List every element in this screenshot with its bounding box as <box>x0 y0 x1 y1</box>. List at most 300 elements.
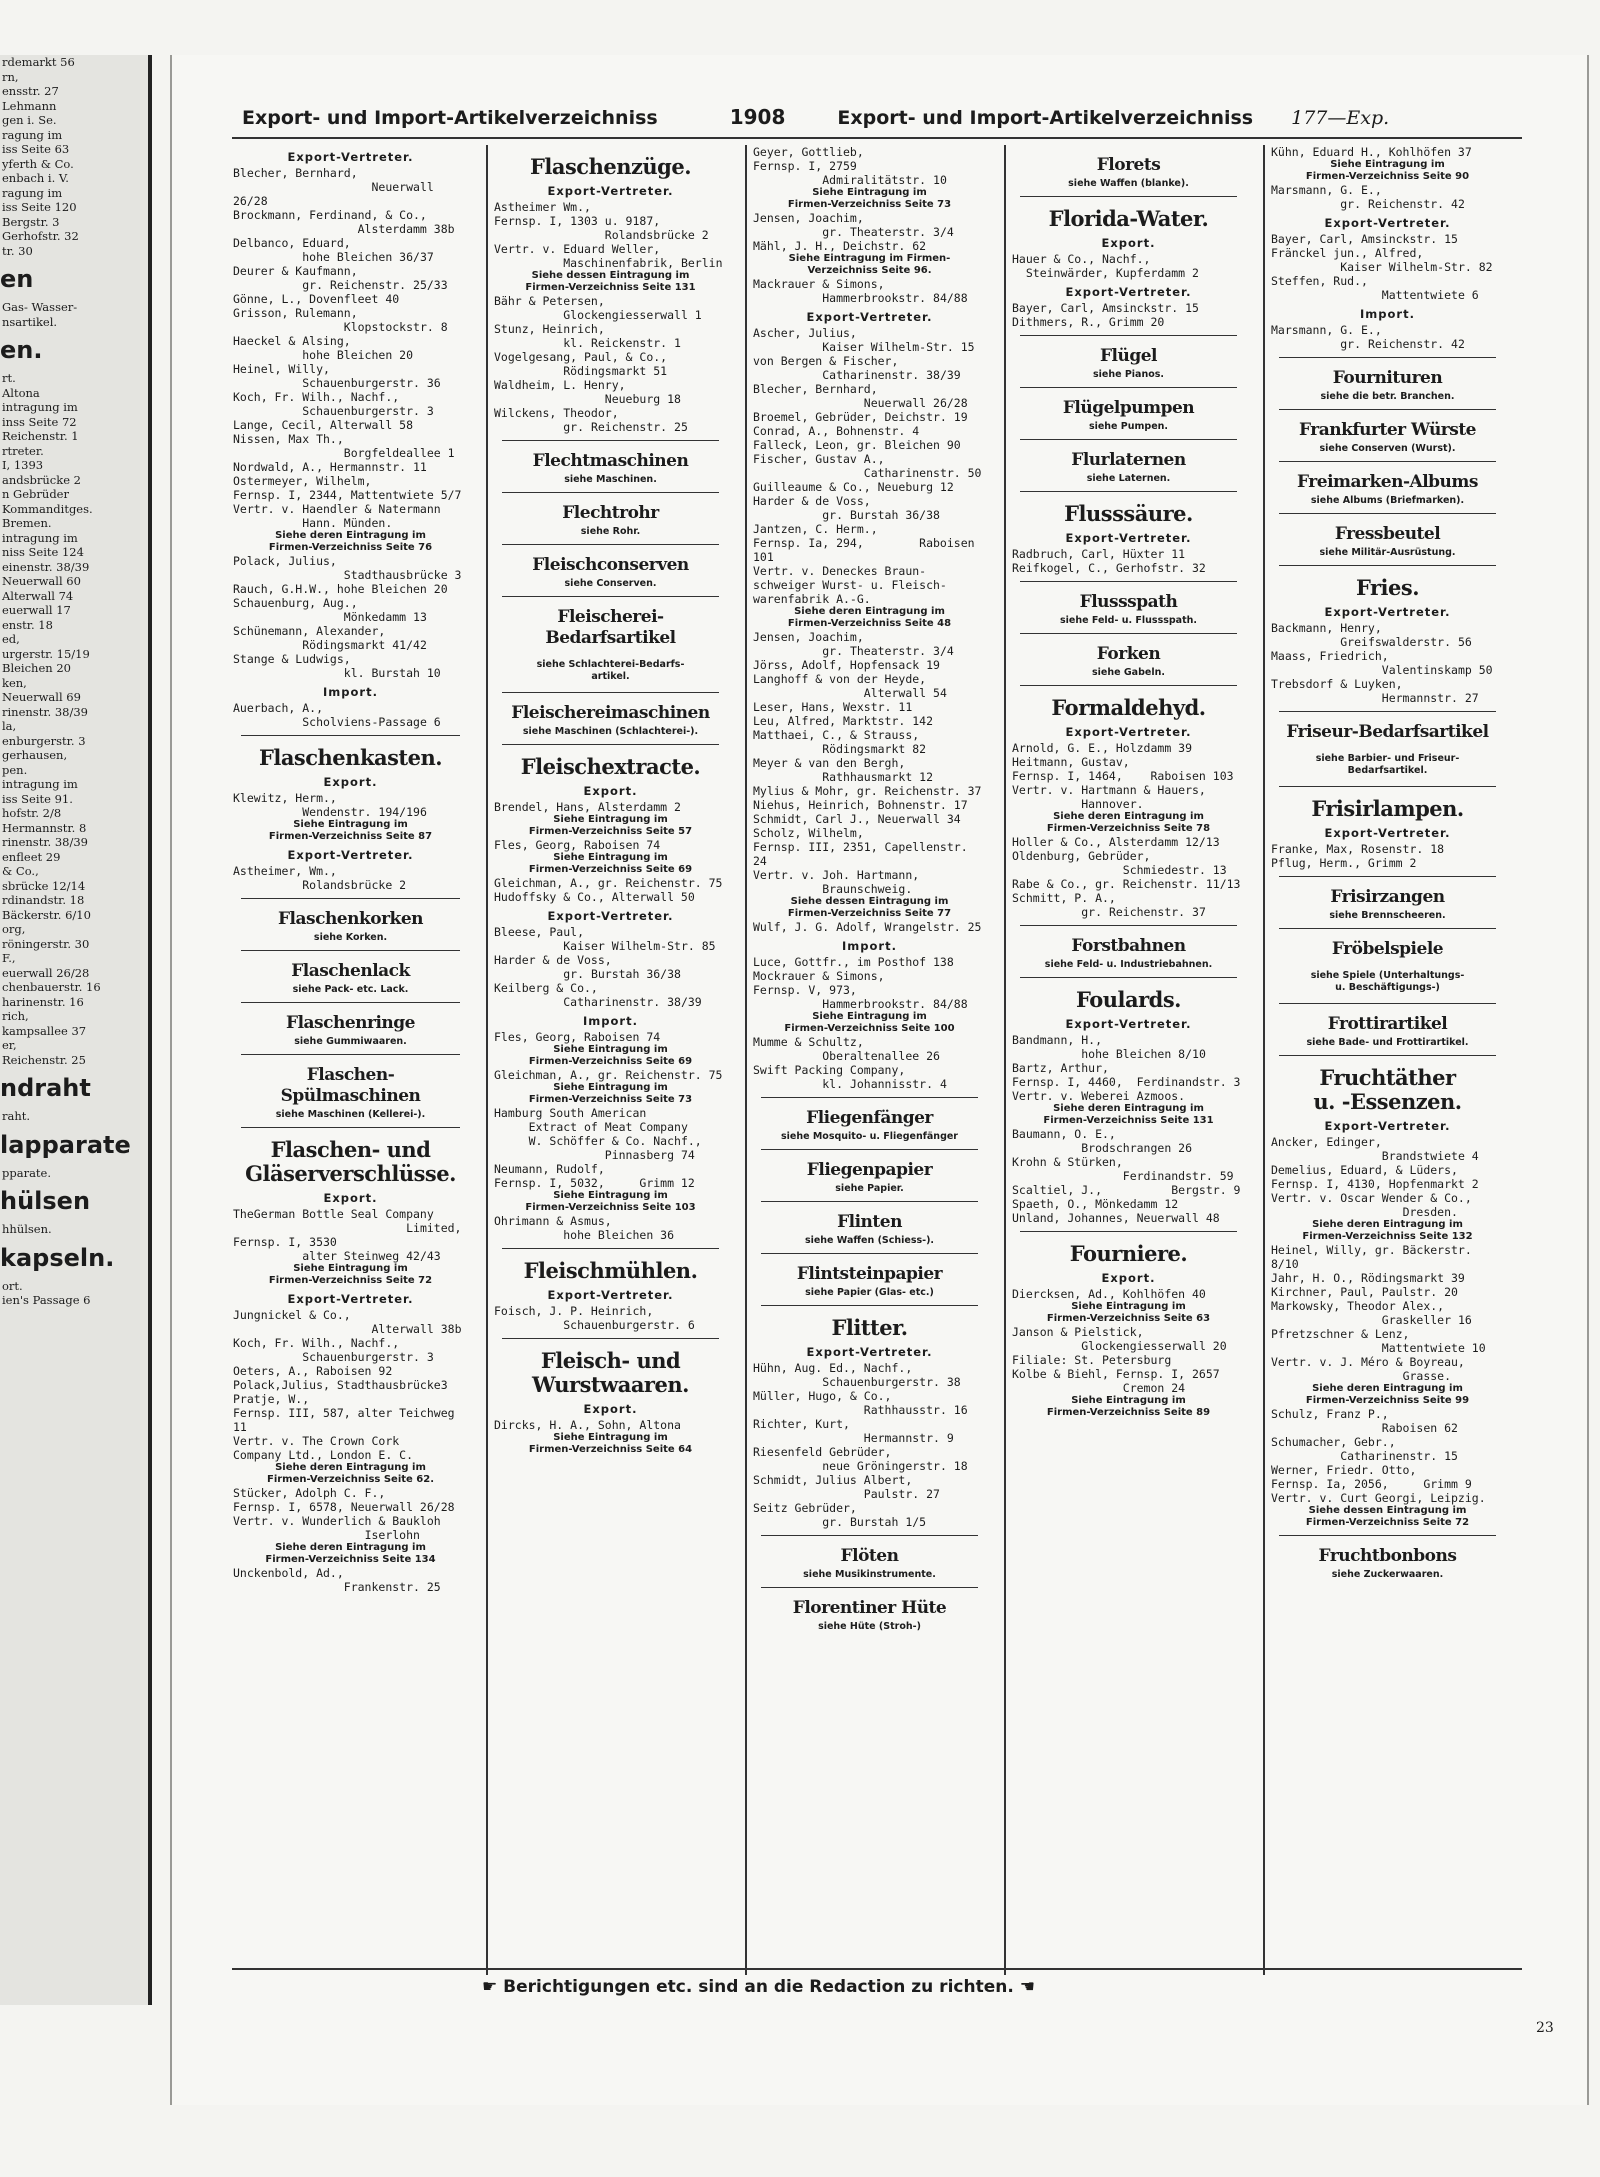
category-heading: Flechtmaschinen <box>532 451 689 471</box>
fragment-line: gen i. Se. <box>2 113 57 127</box>
category-heading: Flaschen- Spülmaschinen <box>280 1065 421 1106</box>
cross-reference: siehe Conserven. <box>564 578 657 589</box>
category-heading: Fries. <box>1355 575 1420 600</box>
entry-note: Siehe Eintragung im Firmen-Verzeichniss Seite 87 <box>268 819 433 842</box>
divider <box>1020 977 1237 978</box>
entry-note: Siehe Eintragung im Firmen-Verzeichniss Seite 73 <box>787 187 952 210</box>
fragment-line: iss Seite 120 <box>2 200 77 214</box>
entry-note: Siehe dessen Eintragung im Firmen-Verzeichniss Seite 131 <box>525 270 696 293</box>
fragment-line: hhülsen. <box>2 1222 52 1236</box>
fragment-line: rtreter. <box>2 443 44 458</box>
divider <box>1279 513 1496 514</box>
fragment-lines-d <box>0 1109 148 1124</box>
section-label: Export. <box>1101 236 1156 250</box>
category-heading: Flitter. <box>831 1315 908 1340</box>
fragment-line: andsbrücke 2 <box>2 472 81 487</box>
category-heading: Frisirzangen <box>1330 887 1445 907</box>
header-page-ref: 177—Exp. <box>1291 107 1390 129</box>
entry-note: Siehe deren Eintragung im Firmen-Verzeichniss Seite 132 <box>1302 1219 1473 1242</box>
cross-reference: siehe die betr. Branchen. <box>1320 391 1455 402</box>
section-label: Export-Vertreter. <box>1065 285 1192 299</box>
category-heading: Flaschenzüge. <box>529 154 692 179</box>
category-heading: Fleischextracte. <box>520 754 701 779</box>
entry-block: Backmann, Henry, Greifswalderstr. 56 Maass, Friedrich, Valentinskamp 50 Trebsdorf & Luyken, Hermannstr. 27 <box>1271 621 1493 705</box>
divider <box>761 1149 978 1150</box>
column-4 <box>1004 145 1251 1975</box>
category-heading: Florets <box>1096 155 1161 175</box>
cross-reference: siehe Militär-Ausrüstung. <box>1319 547 1456 558</box>
entry-block: Polack, Julius, Stadthausbrücke 3 Rauch, G.H.W., hohe Bleichen 20 Schauenburg, Aug., Mönkedamm 13 Schünemann, Alexander, Rödingsmarkt 41/42 Stange & Ludwigs, kl. Burstah 10 <box>233 554 462 680</box>
section-label: Import. <box>583 1014 638 1028</box>
fragment-line: iss Seite 91. <box>2 791 73 806</box>
fragment-lines-e <box>0 1166 148 1181</box>
category-heading: Fournituren <box>1332 368 1443 388</box>
divider <box>1279 928 1496 929</box>
category-heading: Fourniere. <box>1069 1241 1188 1266</box>
section-label: Export-Vertreter. <box>1324 1119 1451 1133</box>
divider <box>502 692 719 693</box>
section-label: Export-Vertreter. <box>806 1345 933 1359</box>
fragment-line: rn, <box>2 69 19 84</box>
cross-reference: siehe Feld- u. Flussspath. <box>1060 615 1197 626</box>
entry-block: Fles, Georg, Raboisen 74 <box>494 1030 661 1044</box>
divider <box>761 1587 978 1588</box>
category-heading: Fleischconserven <box>532 555 689 575</box>
cross-reference: siehe Waffen (blanke). <box>1068 178 1189 189</box>
cross-reference: siehe Mosquito- u. Fliegenfänger <box>780 1131 958 1142</box>
category-heading: Flöten <box>840 1546 899 1566</box>
section-label: Import. <box>323 685 378 699</box>
category-heading: Flussspath <box>1079 592 1178 612</box>
entry-block: Bähr & Petersen, Glockengiesserwall 1 Stunz, Heinrich, kl. Reickenstr. 1 Vogelgesang, Paul, & Co., Rödingsmarkt 51 Waldheim, L. Henry, Neueburg 18 Wilckens, Theodor, gr. Reichenstr. 25 <box>494 294 702 434</box>
entry-block: Bayer, Carl, Amsinckstr. 15 Dithmers, R., Grimm 20 <box>1012 301 1199 329</box>
cross-reference: siehe Rohr. <box>580 526 641 537</box>
fragment-line: Bleichen 20 <box>2 661 71 675</box>
footer-text: Berichtigungen etc. sind an die Redaction zu richten. <box>503 1977 1014 1997</box>
cross-reference: siehe Pack- etc. Lack. <box>292 984 409 995</box>
section-label: Export-Vertreter. <box>547 909 674 923</box>
entry-note: Siehe Eintragung im Firmen-Verzeichniss Seite 64 <box>528 1432 693 1455</box>
fragment-lines-a <box>0 55 148 258</box>
divider <box>241 1127 460 1128</box>
category-heading: Flechtrohr <box>562 503 659 523</box>
cross-reference: siehe Barbier- und Friseur- Bedarfsartikel. <box>1315 752 1460 776</box>
fragment-line: Gerhofstr. 32 <box>2 229 79 243</box>
header-rule <box>232 137 1522 139</box>
divider <box>761 1253 978 1254</box>
category-heading: Fleischerei- Bedarfsartikel <box>545 607 676 648</box>
divider <box>761 1097 978 1098</box>
fragment-line: I, 1393 <box>2 458 44 472</box>
divider <box>1020 491 1237 492</box>
category-heading: Flaschenkasten. <box>258 745 443 770</box>
fragment-line: rinenstr. 38/39 <box>2 835 89 849</box>
divider <box>1279 1535 1496 1536</box>
divider <box>241 950 460 951</box>
entry-block: Bleese, Paul, Kaiser Wilhelm-Str. 85 Harder & de Voss, gr. Burstah 36/38 Keilberg & Co., Catharinenstr. 38/39 <box>494 925 716 1009</box>
entry-note: Siehe Eintragung im Firmen-Verzeichniss Seite 73 <box>528 1082 693 1105</box>
divider <box>1020 685 1237 686</box>
fragment-line: n Gebrüder <box>2 487 69 501</box>
fragment-line: Lehmann <box>2 98 57 113</box>
cross-reference: siehe Feld- u. Industriebahnen. <box>1044 959 1213 970</box>
divider <box>1279 786 1496 787</box>
divider <box>761 1305 978 1306</box>
divider <box>1020 439 1237 440</box>
divider <box>1020 1231 1237 1232</box>
entry-note: Siehe Eintragung im Firmen- Verzeichniss Seite 96. <box>788 253 951 276</box>
fragment-line: gerhausen, <box>2 748 68 762</box>
cross-reference: siehe Maschinen. <box>564 474 657 485</box>
entry-block: Hamburg South American Extract of Meat Company W. Schöffer & Co. Nachf., Pinnasberg 74 Neumann, Rudolf, Fernsp. I, 5032, Grimm 12 <box>494 1106 702 1190</box>
cross-reference: siehe Brennscheeren. <box>1329 910 1446 921</box>
entry-block: Heinel, Willy, gr. Bäckerstr. 8/10 Jahr, H. O., Rödingsmarkt 39 Kirchner, Paul, Paulstr. 20 Markowsky, Theodor Alex., Graskeller 16 Pfretzschner & Lenz, Mattentwiete 10 Vertr. v. J. Méro & Boyreau, Grasse. <box>1271 1243 1486 1383</box>
entry-block: Marsmann, G. E., gr. Reichenstr. 42 <box>1271 183 1465 211</box>
fragment-line: iss Seite 63 <box>2 142 70 156</box>
fragment-line: rich, <box>2 1009 29 1023</box>
fragment-line: rdemarkt 56 <box>2 55 75 69</box>
fragment-line: rinenstr. 38/39 <box>2 704 89 719</box>
entry-block: Luce, Gottfr., im Posthof 138 Mockrauer & Simons, Fernsp. V, 973, Hammerbrookstr. 84/88 <box>753 955 968 1011</box>
fragment-line: Altona <box>2 385 40 400</box>
adjacent-page-fragment <box>0 55 152 2005</box>
entry-note: Siehe dessen Eintragung im Firmen-Verzeichniss Seite 72 <box>1305 1505 1470 1528</box>
cross-reference: siehe Musikinstrumente. <box>803 1569 936 1580</box>
cross-reference: siehe Papier (Glas- etc.) <box>805 1287 934 1298</box>
fragment-line: Reichenstr. 25 <box>2 1052 86 1067</box>
entry-note: Siehe Eintragung im Firmen-Verzeichniss Seite 89 <box>1046 1395 1211 1418</box>
cross-reference: siehe Hüte (Stroh-) <box>818 1621 921 1632</box>
category-heading: Fruchtbonbons <box>1318 1546 1457 1566</box>
fragment-line: urgerstr. 15/19 <box>2 646 90 661</box>
cross-reference: siehe Gummiwaaren. <box>294 1036 407 1047</box>
fragment-line: hofstr. 2/8 <box>2 806 62 820</box>
pointing-hand-icon: ☛ <box>482 1977 498 1997</box>
fragment-heading: en. <box>0 336 43 364</box>
fragment-line: chenbauerstr. 16 <box>2 980 101 994</box>
entry-block: Franke, Max, Rosenstr. 18 Pflug, Herm., Grimm 2 <box>1271 842 1445 870</box>
entry-block: Holler & Co., Alsterdamm 12/13 Oldenburg, Gebrüder, Schmiedestr. 13 Rabe & Co., gr. Reichenstr. 11/13 Schmitt, P. A., gr. Reichenstr. 37 <box>1012 835 1241 919</box>
entry-block: Bandmann, H., hohe Bleichen 8/10 Bartz, Arthur, Fernsp. I, 4460, Ferdinandstr. 3 Vertr. v. Weberei Azmoos. <box>1012 1033 1241 1103</box>
fragment-line: kampsallee 37 <box>2 1023 87 1038</box>
fragment-line: einenstr. 38/39 <box>2 559 90 574</box>
fragment-line: euerwall 17 <box>2 603 71 617</box>
columns <box>227 145 1525 1975</box>
fragment-line: Bergstr. 3 <box>2 214 60 229</box>
category-heading: Flaschenlack <box>291 961 410 981</box>
section-label: Export-Vertreter. <box>287 848 414 862</box>
category-heading: Fliegenpapier <box>806 1160 933 1180</box>
divider <box>1020 925 1237 926</box>
fragment-line: ragung im <box>2 127 63 142</box>
divider <box>1279 409 1496 410</box>
divider <box>1020 387 1237 388</box>
entry-note: Siehe dessen Eintragung im Firmen-Verzeichniss Seite 77 <box>787 896 952 919</box>
section-label: Export-Vertreter. <box>1065 1017 1192 1031</box>
directory-page <box>170 55 1589 2105</box>
divider <box>1279 461 1496 462</box>
fragment-lines-f <box>0 1222 148 1237</box>
category-heading: Frottirartikel <box>1327 1014 1448 1034</box>
fragment-line: Gas- Wasser- <box>2 300 78 314</box>
section-label: Export. <box>583 1402 638 1416</box>
category-heading: Flinten <box>837 1212 902 1232</box>
divider <box>1279 565 1496 566</box>
footer-rule <box>232 1968 1522 1970</box>
fragment-line: rdinandstr. 18 <box>2 893 85 907</box>
entry-note: Siehe Eintragung im Firmen-Verzeichniss Seite 63 <box>1046 1301 1211 1324</box>
section-label: Import. <box>1360 307 1415 321</box>
section-label: Export-Vertreter. <box>1324 216 1451 230</box>
divider <box>502 744 719 745</box>
entry-note: Siehe Eintragung im Firmen-Verzeichniss Seite 69 <box>528 852 693 875</box>
fragment-line: org, <box>2 922 26 936</box>
entry-block: Ascher, Julius, Kaiser Wilhelm-Str. 15 von Bergen & Fischer, Catharinenstr. 38/39 Blecher, Bernhard, Neuerwall 26/28 Broemel, Gebrüder, Deichstr. 19 Conrad, A., Bohnenstr. 4 Falleck, Leon, gr. Bleichen 90 Fischer, Gustav A., Catharinenstr. 50 Guilleaume & Co., Neueburg 12 Harder & de Voss, gr. Burstah 36/38 Jantzen, C. Herm., Fernsp. Ia, 294, Raboisen 101 Vertr. v. Deneckes Braun- schweiger Wurst- u. Fleisch- warenfabrik A.-G. <box>753 326 982 606</box>
divider <box>1279 876 1496 877</box>
fragment-line: yferth & Co. <box>2 156 74 171</box>
divider <box>502 596 719 597</box>
divider <box>761 1535 978 1536</box>
entry-block: Ohrimann & Asmus, hohe Bleichen 36 <box>494 1214 675 1242</box>
entry-block: Schulz, Franz P., Raboisen 62 Schumacher, Gebr., Catharinenstr. 15 Werner, Friedr. Otto, Fernsp. Ia, 2056, Grimm 9 Vertr. v. Curt Georgi, Leipzig. <box>1271 1407 1486 1505</box>
category-heading: Fliegenfänger <box>806 1108 933 1128</box>
fragment-line: er, <box>2 1038 17 1052</box>
fragment-line: Neuerwall 69 <box>2 690 81 704</box>
category-heading: Fruchtäther u. -Essenzen. <box>1313 1065 1462 1114</box>
entry-block: Janson & Pielstick, Glockengiesserwall 20 Filiale: St. Petersburg Kolbe & Biehl, Fernsp. I, 2657 Cremon 24 <box>1012 1325 1227 1395</box>
header-year: 1908 <box>729 105 786 129</box>
fragment-line: Reichenstr. 1 <box>2 429 79 443</box>
entry-block: Hauer & Co., Nachf., Steinwärder, Kupferdamm 2 <box>1012 252 1199 280</box>
divider <box>502 544 719 545</box>
section-label: Export-Vertreter. <box>547 184 674 198</box>
fragment-line: Neuerwall 60 <box>2 574 81 588</box>
cross-reference: siehe Zuckerwaaren. <box>1331 1569 1444 1580</box>
category-heading: Friseur-Bedarfsartikel <box>1286 722 1489 742</box>
divider <box>1020 196 1237 197</box>
category-heading: Freimarken-Albums <box>1297 472 1478 492</box>
entry-note: Siehe deren Eintragung im Firmen-Verzeichniss Seite 78 <box>1046 811 1211 834</box>
fragment-line: ed, <box>2 632 20 646</box>
header-right-title: Export- und Import-Artikelverzeichniss <box>837 107 1254 129</box>
pointing-hand-left-icon: ☚ <box>1019 1977 1035 1997</box>
entry-note: Siehe deren Eintragung im Firmen-Verzeichniss Seite 76 <box>268 530 433 553</box>
fragment-line: ragung im <box>2 185 63 200</box>
entry-note: Siehe deren Eintragung im Firmen-Verzeichniss Seite 134 <box>265 1542 436 1565</box>
entry-block: Ancker, Edinger, Brandstwiete 4 Demelius, Eduard, & Lüders, Fernsp. I, 4130, Hopfenmarkt 2 Vertr. v. Oscar Wender & Co., Dresden. <box>1271 1135 1479 1219</box>
fragment-heading: hülsen <box>0 1187 91 1215</box>
entry-note: Siehe Eintragung im Firmen-Verzeichniss Seite 100 <box>784 1011 955 1034</box>
section-label: Export. <box>583 784 638 798</box>
fragment-line: enfleet 29 <box>2 849 61 864</box>
divider <box>761 1201 978 1202</box>
section-label: Export-Vertreter. <box>1324 826 1451 840</box>
entry-block: Blecher, Bernhard, Neuerwall 26/28 Brockmann, Ferdinand, & Co., Alsterdamm 38b Delbanco, Eduard, hohe Bleichen 36/37 Deurer & Kaufmann, gr. Reichenstr. 25/33 Gönne, L., Dovenfleet 40 Grisson, Rulemann, Klopstockstr. 8 Haeckel & Alsing, hohe Bleichen 20 Heinel, Willy, Schauenburgerstr. 36 Koch, Fr. Wilh., Nachf., Schauenburgerstr. 3 Lange, Cecil, Alterwall 58 Nissen, Max Th., Borgfeldeallee 1 Nordwald, A., Hermannstr. 11 Ostermeyer, Wilhelm, Fernsp. I, 2344, Mattentwiete 5/7 Vertr. v. Haendler & Natermann Hann. Münden. <box>233 166 462 530</box>
entry-block: Bayer, Carl, Amsinckstr. 15 Fränckel jun., Alfred, Kaiser Wilhelm-Str. 82 Steffen, Rud., Mattentwiete 6 <box>1271 232 1493 302</box>
fragment-line: Alterwall 74 <box>2 588 74 603</box>
category-heading: Flügelpumpen <box>1062 398 1195 418</box>
category-heading: Flusssäure. <box>1064 501 1193 526</box>
entry-block: Baumann, O. E., Brodschrangen 26 Krohn & Stürken, Ferdinandstr. 59 Scaltiel, J., Bergstr. 9 Spaeth, O., Mönkedamm 12 Unland, Johannes, Neuerwall 48 <box>1012 1127 1241 1225</box>
fragment-line: Bäckerstr. 6/10 <box>2 907 91 922</box>
entry-block: Radbruch, Carl, Hüxter 11 Reifkogel, C., Gerhofstr. 32 <box>1012 547 1206 575</box>
fragment-lines-g <box>0 1279 148 1308</box>
fragment-line: ensstr. 27 <box>2 84 59 98</box>
section-label: Import. <box>842 939 897 953</box>
cross-reference: siehe Papier. <box>835 1183 904 1194</box>
section-label: Export-Vertreter. <box>1065 725 1192 739</box>
fragment-line: pen. <box>2 762 28 777</box>
entry-block: Auerbach, A., Scholviens-Passage 6 <box>233 701 441 729</box>
fragment-line: Hermannstr. 8 <box>2 820 87 835</box>
cross-reference: siehe Pumpen. <box>1088 421 1169 432</box>
divider <box>1279 357 1496 358</box>
fragment-line: raht. <box>2 1109 31 1123</box>
fragment-heading: en <box>0 265 34 293</box>
category-heading: Flaschenkorken <box>277 909 424 929</box>
header-left-title: Export- und Import-Artikelverzeichniss <box>242 107 658 129</box>
entry-note: Siehe Eintragung im Firmen-Verzeichniss Seite 57 <box>528 814 693 837</box>
entry-block: TheGerman Bottle Seal Company Limited, Fernsp. I, 3530 alter Steinweg 42/43 <box>233 1207 462 1263</box>
category-heading: Forken <box>1096 644 1161 664</box>
column-2 <box>486 145 733 1975</box>
entry-note: Siehe deren Eintragung im Firmen-Verzeichniss Seite 48 <box>787 606 952 629</box>
fragment-line: tr. 30 <box>2 243 33 258</box>
entry-block: Brendel, Hans, Alsterdamm 2 <box>494 800 681 814</box>
fragment-line: ort. <box>2 1278 23 1293</box>
category-heading: Frankfurter Würste <box>1298 420 1476 440</box>
category-heading: Fröbelspiele <box>1331 939 1444 959</box>
fragment-lines-c <box>0 371 148 1067</box>
category-heading: Flaschen- und Gläserverschlüsse. <box>245 1137 456 1186</box>
column-3 <box>745 145 992 1975</box>
fragment-line: ien's Passage 6 <box>2 1293 91 1307</box>
entry-block: Kühn, Eduard H., Kohlhöfen 37 <box>1271 145 1472 159</box>
entry-block: Geyer, Gottlieb, Fernsp. I, 2759 Admiralitätstr. 10 <box>753 145 947 187</box>
cross-reference: siehe Maschinen (Schlachterei-). <box>522 726 699 737</box>
section-label: Export-Vertreter. <box>1324 605 1451 619</box>
section-label: Export. <box>323 775 378 789</box>
divider <box>1020 335 1237 336</box>
entry-block: Gleichman, A., gr. Reichenstr. 75 Hudoffsky & Co., Alterwall 50 <box>494 876 723 904</box>
cross-reference: siehe Conserven (Wurst). <box>1319 443 1456 454</box>
entry-block: Unckenbold, Ad., Frankenstr. 25 <box>233 1566 441 1594</box>
cross-reference: siehe Maschinen (Kellerei-). <box>275 1109 426 1120</box>
fragment-line: enstr. 18 <box>2 617 53 632</box>
entry-block: Jensen, Joachim, gr. Theaterstr. 3/4 Jörss, Adolf, Hopfensack 19 Langhoff & von der Heyde, Alterwall 54 Leser, Hans, Wexstr. 11 Leu, Alfred, Marktstr. 142 Matthaei, C., & Strauss, Rödingsmarkt 82 Meyer & van den Bergh, Rathhausmarkt 12 Mylius & Mohr, gr. Reichenstr. 37 Niehus, Heinrich, Bohnenstr. 17 Schmidt, Carl J., Neuerwall 34 Scholz, Wilhelm, Fernsp. III, 2351, Capellenstr. 24 Vertr. v. Joh. Hartmann, Braunschweig. <box>753 630 982 896</box>
fragment-line: inss Seite 72 <box>2 414 77 429</box>
entry-note: Siehe Eintragung im Firmen-Verzeichniss Seite 103 <box>525 1190 696 1213</box>
divider <box>1020 633 1237 634</box>
fragment-line: enbach i. V. <box>2 171 69 185</box>
fragment-line: enburgerstr. 3 <box>2 733 86 748</box>
fragment-line: pparate. <box>2 1165 52 1180</box>
section-label: Export. <box>323 1191 378 1205</box>
cross-reference: siehe Waffen (Schiess-). <box>804 1235 935 1246</box>
fragment-line: euerwall 26/28 <box>2 965 90 980</box>
category-heading: Florentiner Hüte <box>792 1598 947 1618</box>
entry-block: Klewitz, Herm., Wendenstr. 194/196 <box>233 791 427 819</box>
divider <box>502 1338 719 1339</box>
fragment-heading: ndraht <box>0 1074 91 1102</box>
entry-block: Gleichman, A., gr. Reichenstr. 75 <box>494 1068 723 1082</box>
fragment-line: la, <box>2 719 17 733</box>
fragment-line: Kommanditges. <box>2 501 93 516</box>
entry-note: Siehe deren Eintragung im Firmen-Verzeichniss Seite 99 <box>1305 1383 1470 1406</box>
section-label: Export-Vertreter. <box>806 310 933 324</box>
entry-block: Jensen, Joachim, gr. Theaterstr. 3/4 Mähl, J. H., Deichstr. 62 <box>753 211 954 253</box>
section-label: Export-Vertreter. <box>1065 531 1192 545</box>
entry-note: Siehe deren Eintragung im Firmen-Verzeichniss Seite 131 <box>1043 1103 1214 1126</box>
fragment-heading: lapparate <box>0 1130 131 1159</box>
category-heading: Frisirlampen. <box>1311 796 1464 821</box>
entry-block: Jungnickel & Co., Alterwall 38b Koch, Fr. Wilh., Nachf., Schauenburgerstr. 3 Oeters, A., Raboisen 92 Polack,Julius, Stadthausbrücke3 Pratje, W., Fernsp. III, 587, alter Teichweg 11 Vertr. v. The Crown Cork Company Ltd., London E. C. <box>233 1308 462 1462</box>
entry-block: Diercksen, Ad., Kohlhöfen 40 <box>1012 1287 1206 1301</box>
fragment-line: intragung im <box>2 777 78 791</box>
fragment-line: F., <box>2 951 16 965</box>
fragment-line: rt. <box>2 371 16 385</box>
category-heading: Fleisch- und Wurstwaaren. <box>532 1348 689 1397</box>
category-heading: Fressbeutel <box>1334 524 1441 544</box>
divider <box>241 898 460 899</box>
entry-block: Astheimer, Wm., Rolandsbrücke 2 <box>233 864 407 892</box>
entry-block: Mackrauer & Simons, Hammerbrookstr. 84/88 <box>753 277 968 305</box>
cross-reference: siehe Laternen. <box>1086 473 1171 484</box>
entry-block: Arnold, G. E., Holzdamm 39 Heitmann, Gustav, Fernsp. I, 1464, Raboisen 103 Vertr. v. Hartmann & Hauers, Hannover. <box>1012 741 1234 811</box>
fragment-line: & Co., <box>2 864 39 878</box>
divider <box>1279 711 1496 712</box>
cross-reference: siehe Bade- und Frottirartikel. <box>1306 1037 1469 1048</box>
column-1 <box>227 145 474 1975</box>
category-heading: Flintsteinpapier <box>796 1264 943 1284</box>
entry-note: Siehe Eintragung im Firmen-Verzeichniss Seite 69 <box>528 1044 693 1067</box>
fragment-line: röningerstr. 30 <box>2 936 90 951</box>
category-heading: Foulards. <box>1075 987 1181 1012</box>
fragment-line: ken, <box>2 675 27 690</box>
divider <box>1279 1003 1496 1004</box>
fragment-heading: kapseln. <box>0 1243 115 1272</box>
entry-block: Hühn, Aug. Ed., Nachf., Schauenburgerstr. 38 Müller, Hugo, & Co., Rathhausstr. 16 Richter, Kurt, Hermannstr. 9 Riesenfeld Gebrüder, neue Gröningerstr. 18 Schmidt, Julius Albert, Paulstr. 27 Seitz Gebrüder, gr. Burstah 1/5 <box>753 1361 968 1529</box>
entry-block: Fles, Georg, Raboisen 74 <box>494 838 661 852</box>
divider <box>241 1002 460 1003</box>
fragment-line: sbrücke 12/14 <box>2 878 86 893</box>
cross-reference: siehe Albums (Briefmarken). <box>1310 495 1465 506</box>
cross-reference: siehe Korken. <box>313 932 388 943</box>
category-heading: Florida-Water. <box>1048 206 1209 231</box>
divider <box>241 1054 460 1055</box>
section-label: Export-Vertreter. <box>287 150 414 164</box>
section-label: Export-Vertreter. <box>287 1292 414 1306</box>
divider <box>502 440 719 441</box>
divider <box>241 735 460 736</box>
category-heading: Fleischereimaschinen <box>511 703 710 723</box>
page-number: 23 <box>1536 2020 1554 2036</box>
entry-block: Marsmann, G. E., gr. Reichenstr. 42 <box>1271 323 1465 351</box>
divider <box>1279 1055 1496 1056</box>
category-heading: Flügel <box>1099 346 1158 366</box>
cross-reference: siehe Schlachterei-Bedarfs- artikel. <box>536 658 685 682</box>
divider <box>1020 581 1237 582</box>
divider <box>502 492 719 493</box>
entry-block: Astheimer Wm., Fernsp. I, 1303 u. 9187, Rolandsbrücke 2 Vertr. v. Eduard Weller, Maschinenfabrik, Berlin <box>494 200 723 270</box>
divider <box>502 1248 719 1249</box>
entry-block: Foisch, J. P. Heinrich, Schauenburgerstr. 6 <box>494 1304 695 1332</box>
section-label: Export-Vertreter. <box>547 1288 674 1302</box>
cross-reference: siehe Pianos. <box>1092 369 1165 380</box>
category-heading: Formaldehyd. <box>1051 695 1206 720</box>
section-label: Export. <box>1101 1271 1156 1285</box>
column-5 <box>1263 145 1510 1975</box>
